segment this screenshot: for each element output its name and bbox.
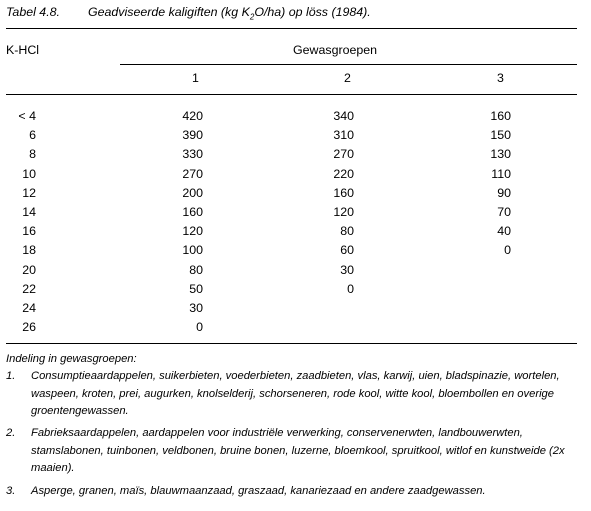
k-hcl-value: 6 (29, 128, 36, 143)
group-rule (120, 64, 577, 65)
cell-group-3: 150 (490, 128, 511, 143)
cell-group-1: 30 (189, 301, 203, 315)
table-row (0, 241, 591, 260)
note-text: Asperge, granen, maïs, blauwmaanzaad, graszaad, kanariezaad en andere zaadgewassen. (31, 485, 486, 497)
column-header-1: 1 (192, 71, 199, 85)
cell-group-2: 80 (340, 224, 354, 239)
k-hcl-value: 26 (22, 320, 36, 335)
table-row (0, 222, 591, 241)
table-row (0, 299, 591, 318)
cell-group-1: 80 (189, 262, 203, 277)
cell-group-1: 270 (182, 166, 203, 181)
k-hcl-value: 22 (22, 281, 36, 296)
cell-group-3: 70 (497, 205, 511, 219)
k-hcl-value: 12 (22, 185, 36, 200)
cell-group-3: 0 (504, 243, 511, 258)
note-number: 1. (6, 370, 16, 382)
header-rule (6, 94, 577, 95)
k-hcl-value: < 4 (18, 109, 36, 123)
table-row (0, 184, 591, 203)
k-hcl-value: 24 (22, 301, 36, 315)
note-text: Fabrieksaardappelen, aardappelen voor industriële verwerking, conservenerwten, landbouwerwten, stamslabonen, tuinbonen, veldbonen, bruine bonen, luzerne, bloemkool, spruitkool, witlof en kunstweide (2x maaien). (31, 427, 565, 474)
note-item-2 (6, 425, 577, 478)
column-header-3: 3 (497, 71, 504, 85)
cell-group-2: 310 (333, 128, 354, 143)
title-part-2: O/ha) op löss (1984). (254, 5, 371, 19)
k-hcl-value: 18 (22, 243, 36, 258)
table-row (0, 203, 591, 222)
table-row (0, 126, 591, 145)
row-header: K-HCl (6, 43, 40, 57)
cell-group-2: 270 (333, 147, 354, 162)
cell-group-1: 160 (182, 205, 203, 219)
bottom-rule (6, 343, 577, 344)
column-header-2: 2 (344, 71, 351, 85)
table-row (0, 145, 591, 164)
table-number: Tabel 4.8. (6, 5, 60, 19)
cell-group-1: 390 (182, 128, 203, 143)
note-text: Consumptieaardappelen, suikerbieten, voederbieten, zaadbieten, vlas, karwij, uien, bladspinazie, wortelen, waspeen, kroten, prei, augurken, knolselderij, schorseneren, rode kool, witte kool, bloembollen en overige groentengewassen. (31, 370, 560, 417)
note-item-1 (6, 368, 577, 421)
cell-group-2: 220 (333, 166, 354, 181)
cell-group-1: 330 (182, 147, 203, 162)
table-row (0, 318, 591, 337)
k-hcl-value: 10 (22, 166, 36, 181)
cell-group-2: 30 (340, 262, 354, 277)
k-hcl-value: 14 (22, 205, 36, 219)
note-number: 2. (6, 427, 16, 439)
cell-group-1: 120 (182, 224, 203, 239)
table-title (88, 5, 371, 22)
cell-group-2: 60 (340, 243, 354, 258)
cell-group-2: 120 (333, 205, 354, 219)
k-hcl-value: 16 (22, 224, 36, 239)
group-header: Gewasgroepen (293, 43, 378, 57)
cell-group-3: 130 (490, 147, 511, 162)
cell-group-1: 200 (182, 185, 203, 200)
cell-group-3: 110 (491, 166, 511, 181)
k-hcl-value: 8 (29, 147, 36, 162)
k-hcl-value: 20 (22, 262, 36, 277)
cell-group-1: 100 (182, 243, 203, 258)
cell-group-2: 0 (347, 281, 354, 296)
table-row (0, 261, 591, 280)
table-row (0, 107, 591, 126)
cell-group-3: 90 (497, 185, 511, 200)
table-caption (6, 5, 371, 21)
cell-group-3: 40 (497, 224, 511, 239)
top-rule (6, 28, 577, 29)
cell-group-3: 160 (490, 109, 511, 123)
cell-group-2: 340 (333, 109, 354, 123)
cell-group-2: 160 (333, 185, 354, 200)
note-number: 3. (6, 485, 16, 497)
notes-title: Indeling in gewasgroepen: (6, 353, 137, 365)
table-row (0, 280, 591, 299)
table-row (0, 165, 591, 184)
title-part-1: Geadviseerde kaligiften (kg K (88, 5, 250, 19)
cell-group-1: 420 (182, 109, 203, 123)
title-subscript: 2 (249, 12, 255, 22)
cell-group-1: 50 (189, 281, 203, 296)
note-item-3 (6, 483, 577, 501)
cell-group-1: 0 (196, 320, 203, 335)
